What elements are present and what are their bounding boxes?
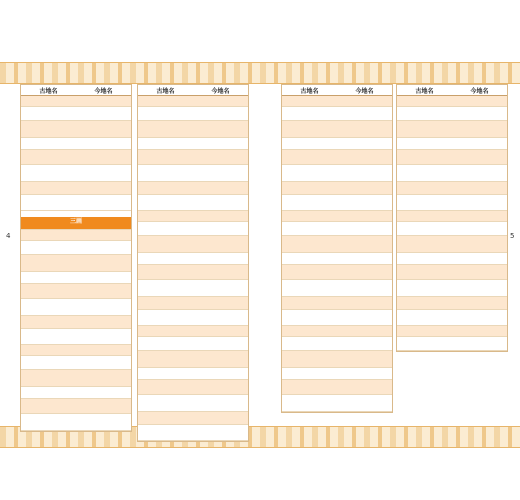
modern-name-cell <box>452 326 507 337</box>
header-modern-name: 今地名 <box>76 85 131 96</box>
ancient-name-cell <box>138 138 193 150</box>
table-row <box>21 316 131 329</box>
header-ancient-name: 古地名 <box>397 85 452 96</box>
ancient-name-cell <box>21 299 76 316</box>
modern-name-cell <box>337 310 392 326</box>
table-row <box>138 337 248 351</box>
table-row <box>282 395 392 412</box>
table-row <box>282 150 392 165</box>
table-row <box>397 165 507 182</box>
ancient-name-cell <box>282 280 337 297</box>
table-row <box>397 236 507 253</box>
ancient-name-cell <box>21 255 76 272</box>
ancient-name-cell <box>282 395 337 412</box>
modern-name-cell <box>337 211 392 222</box>
modern-name-cell <box>452 182 507 195</box>
ancient-name-cell <box>282 368 337 380</box>
table-row <box>397 253 507 265</box>
ancient-name-cell <box>397 265 452 280</box>
ancient-name-cell <box>138 351 193 368</box>
ancient-name-cell <box>21 399 76 414</box>
ancient-name-cell <box>21 138 76 150</box>
ancient-name-cell <box>21 165 76 182</box>
ancient-name-cell <box>282 222 337 236</box>
modern-name-cell <box>193 395 248 412</box>
table-row <box>397 182 507 195</box>
table-row <box>21 399 131 414</box>
modern-name-cell <box>193 380 248 395</box>
table-row <box>138 150 248 165</box>
ancient-name-cell <box>397 107 452 121</box>
modern-name-cell <box>193 280 248 297</box>
table-row <box>282 337 392 351</box>
table-row <box>21 182 131 195</box>
modern-name-cell <box>337 253 392 265</box>
ancient-name-cell <box>138 121 193 138</box>
ancient-name-cell <box>282 150 337 165</box>
table-row <box>282 121 392 138</box>
table-row <box>282 107 392 121</box>
ancient-name-cell <box>138 326 193 337</box>
modern-name-cell <box>76 195 131 211</box>
table-row <box>21 165 131 182</box>
modern-name-cell <box>193 222 248 236</box>
table-row <box>21 107 131 121</box>
ancient-name-cell <box>397 280 452 297</box>
ancient-name-cell <box>397 195 452 211</box>
modern-name-cell <box>76 165 131 182</box>
modern-name-cell <box>337 121 392 138</box>
table-row <box>282 222 392 236</box>
header-modern-name: 今地名 <box>337 85 392 96</box>
modern-name-cell <box>76 387 131 399</box>
table-row <box>21 299 131 316</box>
ancient-name-cell <box>21 241 76 255</box>
table-row <box>282 368 392 380</box>
table-row <box>282 211 392 222</box>
modern-name-cell <box>452 236 507 253</box>
modern-name-cell <box>337 395 392 412</box>
modern-name-cell <box>337 337 392 351</box>
table-row <box>282 182 392 195</box>
ancient-name-cell <box>21 345 76 356</box>
ancient-name-cell <box>282 297 337 310</box>
ancient-name-cell <box>282 138 337 150</box>
ancient-name-cell <box>21 150 76 165</box>
ancient-name-cell <box>21 182 76 195</box>
modern-name-cell <box>193 121 248 138</box>
modern-name-cell <box>337 236 392 253</box>
table-row <box>138 107 248 121</box>
modern-name-cell <box>452 265 507 280</box>
modern-name-cell <box>337 138 392 150</box>
table-row <box>397 107 507 121</box>
table-row <box>138 138 248 150</box>
ancient-name-cell <box>138 265 193 280</box>
modern-name-cell <box>337 368 392 380</box>
table-row <box>282 297 392 310</box>
ancient-name-cell <box>282 121 337 138</box>
ancient-name-cell <box>282 211 337 222</box>
table-row <box>21 356 131 370</box>
modern-name-cell <box>76 107 131 121</box>
ancient-name-cell <box>282 337 337 351</box>
ancient-name-cell <box>138 96 193 107</box>
modern-name-cell <box>337 150 392 165</box>
ancient-name-cell <box>282 165 337 182</box>
table-row <box>21 272 131 284</box>
ancient-name-cell <box>138 297 193 310</box>
ancient-name-cell <box>282 96 337 107</box>
modern-name-cell <box>76 150 131 165</box>
modern-name-cell <box>452 337 507 351</box>
modern-name-cell <box>452 297 507 310</box>
ancient-name-cell <box>138 412 193 425</box>
table-row <box>21 241 131 255</box>
ancient-name-cell <box>138 310 193 326</box>
ancient-name-cell <box>21 121 76 138</box>
table-row <box>138 351 248 368</box>
table-row <box>138 368 248 380</box>
table-row <box>138 211 248 222</box>
modern-name-cell <box>452 107 507 121</box>
modern-name-cell <box>76 255 131 272</box>
ancient-name-cell <box>21 316 76 329</box>
ancient-name-cell <box>138 150 193 165</box>
table-row <box>138 165 248 182</box>
table-row <box>138 236 248 253</box>
modern-name-cell <box>337 280 392 297</box>
table-row <box>282 236 392 253</box>
table-row <box>282 96 392 107</box>
table-row <box>282 380 392 395</box>
table-row <box>138 412 248 425</box>
table-column-1 <box>20 84 132 432</box>
table-row <box>138 222 248 236</box>
modern-name-cell <box>337 326 392 337</box>
ancient-name-cell <box>138 182 193 195</box>
table-row <box>282 280 392 297</box>
table-row <box>21 96 131 107</box>
ancient-name-cell <box>138 253 193 265</box>
table-row <box>282 138 392 150</box>
table-row <box>397 96 507 107</box>
ancient-name-cell <box>138 380 193 395</box>
header-ancient-name: 古地名 <box>138 85 193 96</box>
ancient-name-cell <box>397 297 452 310</box>
table-row <box>21 387 131 399</box>
modern-name-cell <box>76 345 131 356</box>
table-row <box>138 380 248 395</box>
table-row <box>397 150 507 165</box>
table-row <box>138 310 248 326</box>
modern-name-cell <box>452 310 507 326</box>
table-row <box>138 265 248 280</box>
modern-name-cell <box>193 107 248 121</box>
modern-name-cell <box>337 182 392 195</box>
page-number-right: 5 <box>510 232 515 240</box>
modern-name-cell <box>193 253 248 265</box>
modern-name-cell <box>452 138 507 150</box>
table-row <box>282 310 392 326</box>
ancient-name-cell <box>21 329 76 345</box>
ancient-name-cell <box>21 284 76 299</box>
modern-name-cell <box>76 399 131 414</box>
table-row <box>138 425 248 441</box>
table-row <box>21 255 131 272</box>
table-row <box>21 329 131 345</box>
ancient-name-cell <box>397 121 452 138</box>
modern-name-cell <box>76 284 131 299</box>
ancient-name-cell <box>397 326 452 337</box>
ancient-name-cell <box>282 253 337 265</box>
ancient-name-cell <box>282 310 337 326</box>
table-row <box>282 253 392 265</box>
table-row <box>397 121 507 138</box>
table-row <box>138 121 248 138</box>
modern-name-cell <box>193 236 248 253</box>
table-row <box>397 297 507 310</box>
ancient-name-cell <box>282 182 337 195</box>
header-modern-name: 今地名 <box>452 85 507 96</box>
table-column-2 <box>137 84 249 442</box>
table-column-4 <box>396 84 508 352</box>
header-modern-name: 今地名 <box>193 85 248 96</box>
table-row <box>138 96 248 107</box>
modern-name-cell <box>452 165 507 182</box>
modern-name-cell <box>193 195 248 211</box>
modern-name-cell <box>452 150 507 165</box>
ancient-name-cell <box>21 414 76 431</box>
table-row <box>21 121 131 138</box>
modern-name-cell <box>452 195 507 211</box>
modern-name-cell <box>337 195 392 211</box>
modern-name-cell <box>193 96 248 107</box>
ancient-name-cell <box>138 195 193 211</box>
modern-name-cell <box>452 222 507 236</box>
ancient-name-cell <box>282 265 337 280</box>
table-row <box>21 414 131 431</box>
table-row <box>282 195 392 211</box>
table-row <box>397 310 507 326</box>
modern-name-cell <box>193 425 248 441</box>
ancient-name-cell <box>282 380 337 395</box>
modern-name-cell <box>337 351 392 368</box>
ancient-name-cell <box>397 165 452 182</box>
modern-name-cell <box>452 121 507 138</box>
modern-name-cell <box>76 241 131 255</box>
table-row <box>138 297 248 310</box>
modern-name-cell <box>337 380 392 395</box>
table-row <box>138 195 248 211</box>
table-row <box>21 230 131 241</box>
ancient-name-cell <box>21 195 76 211</box>
modern-name-cell <box>193 165 248 182</box>
table-row <box>397 222 507 236</box>
section-label: 三画 <box>21 217 131 230</box>
decorative-border-top <box>0 62 520 84</box>
modern-name-cell <box>193 138 248 150</box>
table-row <box>21 284 131 299</box>
modern-name-cell <box>337 96 392 107</box>
table-row <box>138 253 248 265</box>
modern-name-cell <box>452 96 507 107</box>
ancient-name-cell <box>21 356 76 370</box>
ancient-name-cell <box>21 370 76 387</box>
ancient-name-cell <box>138 107 193 121</box>
ancient-name-cell <box>138 395 193 412</box>
ancient-name-cell <box>397 222 452 236</box>
ancient-name-cell <box>397 253 452 265</box>
modern-name-cell <box>76 96 131 107</box>
modern-name-cell <box>76 356 131 370</box>
ancient-name-cell <box>138 337 193 351</box>
ancient-name-cell <box>282 236 337 253</box>
modern-name-cell <box>76 329 131 345</box>
table-row <box>282 326 392 337</box>
modern-name-cell <box>76 316 131 329</box>
table-row <box>21 138 131 150</box>
modern-name-cell <box>76 230 131 241</box>
modern-name-cell <box>452 253 507 265</box>
section-header <box>21 217 131 230</box>
modern-name-cell <box>193 337 248 351</box>
table-row <box>21 345 131 356</box>
table-row <box>138 280 248 297</box>
table-row <box>21 150 131 165</box>
table-row <box>397 211 507 222</box>
modern-name-cell <box>76 272 131 284</box>
ancient-name-cell <box>21 387 76 399</box>
modern-name-cell <box>193 368 248 380</box>
ancient-name-cell <box>21 107 76 121</box>
ancient-name-cell <box>21 96 76 107</box>
modern-name-cell <box>193 297 248 310</box>
header-ancient-name: 古地名 <box>282 85 337 96</box>
ancient-name-cell <box>138 165 193 182</box>
table-row <box>397 280 507 297</box>
ancient-name-cell <box>138 211 193 222</box>
ancient-name-cell <box>21 272 76 284</box>
table-row <box>138 182 248 195</box>
modern-name-cell <box>193 182 248 195</box>
ancient-name-cell <box>138 222 193 236</box>
ancient-name-cell <box>138 368 193 380</box>
ancient-name-cell <box>138 425 193 441</box>
modern-name-cell <box>193 211 248 222</box>
ancient-name-cell <box>21 230 76 241</box>
ancient-name-cell <box>397 236 452 253</box>
modern-name-cell <box>76 182 131 195</box>
modern-name-cell <box>76 121 131 138</box>
ancient-name-cell <box>138 280 193 297</box>
modern-name-cell <box>193 326 248 337</box>
modern-name-cell <box>337 265 392 280</box>
table-row <box>138 395 248 412</box>
table-row <box>397 195 507 211</box>
ancient-name-cell <box>138 236 193 253</box>
ancient-name-cell <box>397 337 452 351</box>
modern-name-cell <box>452 211 507 222</box>
modern-name-cell <box>193 265 248 280</box>
ancient-name-cell <box>397 211 452 222</box>
ancient-name-cell <box>397 150 452 165</box>
modern-name-cell <box>76 414 131 431</box>
modern-name-cell <box>193 412 248 425</box>
table-row <box>282 351 392 368</box>
modern-name-cell <box>337 297 392 310</box>
table-row <box>138 326 248 337</box>
modern-name-cell <box>337 222 392 236</box>
table-row <box>21 195 131 211</box>
ancient-name-cell <box>282 107 337 121</box>
modern-name-cell <box>452 280 507 297</box>
ancient-name-cell <box>397 310 452 326</box>
modern-name-cell <box>193 150 248 165</box>
modern-name-cell <box>337 107 392 121</box>
ancient-name-cell <box>397 138 452 150</box>
table-row <box>282 265 392 280</box>
table-row <box>282 165 392 182</box>
modern-name-cell <box>193 351 248 368</box>
modern-name-cell <box>193 310 248 326</box>
table-row <box>397 138 507 150</box>
modern-name-cell <box>76 138 131 150</box>
table-row <box>397 326 507 337</box>
ancient-name-cell <box>282 195 337 211</box>
modern-name-cell <box>76 299 131 316</box>
page-number-left: 4 <box>6 232 11 240</box>
ancient-name-cell <box>282 326 337 337</box>
table-row <box>21 370 131 387</box>
ancient-name-cell <box>397 182 452 195</box>
modern-name-cell <box>337 165 392 182</box>
ancient-name-cell <box>397 96 452 107</box>
table-row <box>397 337 507 351</box>
table-column-3 <box>281 84 393 413</box>
header-ancient-name: 古地名 <box>21 85 76 96</box>
table-row <box>397 265 507 280</box>
ancient-name-cell <box>282 351 337 368</box>
modern-name-cell <box>76 370 131 387</box>
